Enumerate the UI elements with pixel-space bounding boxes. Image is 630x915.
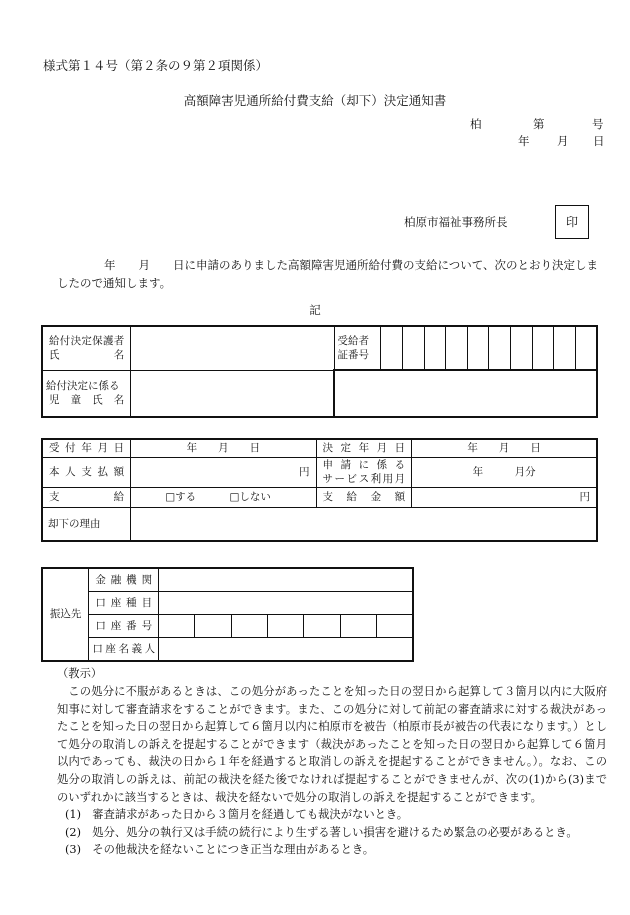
recipient-digit-8[interactable] bbox=[532, 326, 554, 370]
recipient-digit-9[interactable] bbox=[554, 326, 576, 370]
document-title: 高額障害児通所給付費支給（却下）決定通知書 bbox=[183, 93, 447, 108]
service-month-field[interactable]: 年 月分 bbox=[412, 457, 597, 487]
account-digit-2[interactable] bbox=[195, 615, 231, 638]
date-day: 日 bbox=[593, 134, 605, 148]
recipient-label-cell bbox=[334, 326, 381, 370]
bank-label: 金融機関 bbox=[89, 568, 159, 592]
decision-date-label: 決定年月日 bbox=[316, 439, 412, 457]
recipient-label-1: 受給者 bbox=[337, 334, 369, 347]
recipient-label-2: 証番号 bbox=[337, 349, 369, 361]
bank-field[interactable] bbox=[159, 568, 413, 592]
service-month-label-1: 申請に係る bbox=[322, 458, 406, 471]
account-holder-field[interactable] bbox=[159, 638, 413, 662]
account-digit-1[interactable] bbox=[159, 615, 195, 638]
doc-number-city: 柏 bbox=[470, 117, 482, 131]
recipient-digit-3[interactable] bbox=[424, 326, 446, 370]
pay-no-checkbox[interactable]: □しない bbox=[229, 490, 271, 503]
notice-item-1: (1) 審査請求があった日から３箇月を経過しても裁決がないとき。 bbox=[65, 808, 409, 822]
received-date-field[interactable]: 年 月 日 bbox=[131, 439, 316, 457]
account-digit-4[interactable] bbox=[268, 615, 304, 638]
transfer-label: 振込先 bbox=[42, 568, 89, 661]
recipient-digit-5[interactable] bbox=[467, 326, 489, 370]
guardian-label-cell bbox=[42, 326, 131, 370]
child-label-cell bbox=[42, 370, 131, 417]
amount-field[interactable]: 円 bbox=[412, 487, 597, 507]
account-type-label: 口座種目 bbox=[89, 592, 159, 615]
reject-reason-field[interactable] bbox=[131, 507, 597, 541]
doc-number-go: 号 bbox=[592, 117, 604, 131]
account-type-field[interactable] bbox=[159, 592, 413, 615]
notice-body bbox=[57, 683, 607, 859]
reject-reason-label: 却下の理由 bbox=[42, 507, 131, 541]
account-number-label: 口座番号 bbox=[89, 615, 159, 638]
issuer-name: 柏原市福祉事務所長 bbox=[404, 215, 508, 229]
form-number: 様式第１４号（第２条の９第２項関係） bbox=[43, 58, 269, 73]
account-digit-5[interactable] bbox=[304, 615, 340, 638]
ki-label: 記 bbox=[309, 303, 321, 317]
recipient-table bbox=[41, 325, 598, 418]
account-digit-3[interactable] bbox=[231, 615, 267, 638]
amount-label: 支給金額 bbox=[316, 487, 412, 507]
guardian-name-field[interactable] bbox=[131, 326, 334, 370]
child-label-2: 児童氏名 bbox=[49, 394, 125, 407]
pay-yes-checkbox[interactable]: □する bbox=[165, 490, 197, 503]
decision-date-field[interactable]: 年 月 日 bbox=[412, 439, 597, 457]
child-name-field[interactable] bbox=[131, 370, 334, 417]
recipient-digit-10[interactable] bbox=[575, 326, 597, 370]
recipient-digit-4[interactable] bbox=[446, 326, 468, 370]
notice-item-3: (3) その他裁決を経ないことにつき正当な理由があるとき。 bbox=[65, 843, 375, 857]
payment-options bbox=[131, 487, 316, 507]
account-holder-label: 口座名義人 bbox=[89, 638, 159, 662]
self-pay-field[interactable]: 円 bbox=[131, 457, 316, 487]
table1-blank bbox=[334, 370, 597, 417]
payment-label: 支給 bbox=[42, 487, 131, 507]
date-year: 年 bbox=[518, 134, 530, 148]
date-month: 月 bbox=[557, 134, 569, 148]
recipient-digit-7[interactable] bbox=[511, 326, 533, 370]
child-label-1: 給付決定に係る bbox=[46, 380, 120, 393]
body-text: 年 月 日に申請のありました高額障害児通所給付費の支給について、次のとおり決定しましたので通知します。 bbox=[57, 258, 599, 290]
service-month-label-cell bbox=[316, 457, 412, 487]
notice-heading: （教示） bbox=[57, 667, 103, 680]
decision-table bbox=[41, 438, 598, 542]
received-date-label: 受付年月日 bbox=[42, 439, 131, 457]
self-pay-label: 本人支払額 bbox=[42, 457, 131, 487]
guardian-label: 給付決定保護者氏名 bbox=[49, 335, 125, 362]
recipient-digit-6[interactable] bbox=[489, 326, 511, 370]
recipient-digit-1[interactable] bbox=[381, 326, 403, 370]
notice-item-2: (2) 処分、処分の執行又は手続の続行により生ずる著しい損害を避けるため緊急の必要があるとき。 bbox=[65, 825, 578, 839]
account-digit-7[interactable] bbox=[377, 615, 413, 638]
doc-number-dai: 第 bbox=[533, 117, 545, 131]
recipient-digit-2[interactable] bbox=[402, 326, 424, 370]
seal-box: 印 bbox=[555, 205, 589, 239]
notice-paragraph: この処分に不服があるときは、この処分があったことを知った日の翌日から起算して３箇月以内に大阪府知事に対して審査請求をすることができます。また、この処分に対して前記の審査請求に対する裁決があったことを知った日の翌日から起算して６箇月以内に柏原市を被告（柏原市長が被告の代表になります。）として処分の取消しの訴えを提起することができます（裁決があったことを知った日の翌日から起算して６箇月以内であっても、裁決の日から１年を経過すると取消しの訴えを提起することができません。）。なお、この処分の取消しの訴えは、前記の裁決を経た後でなければ提起することができませんが、次の(1)から(3)までのいずれかに該当するときは、裁決を経ないで処分の取消しの訴えを提起することができます。 bbox=[57, 685, 607, 804]
service-month-label-2: サービス利用月 bbox=[322, 473, 406, 485]
bank-transfer-table bbox=[41, 567, 414, 662]
account-digit-6[interactable] bbox=[340, 615, 376, 638]
